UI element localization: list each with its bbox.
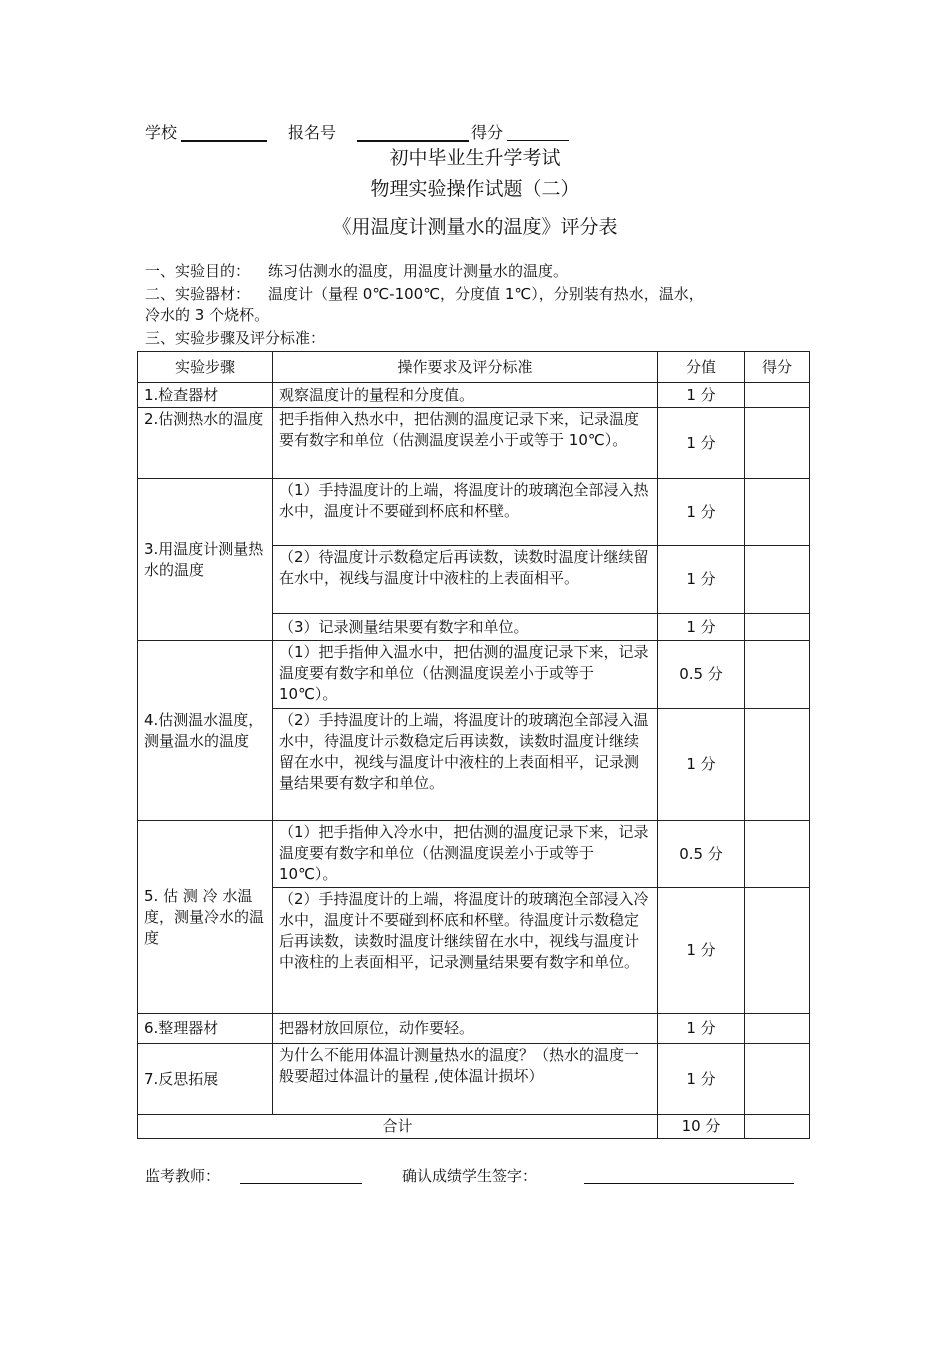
table-row [138,1014,810,1044]
header-score: 得分 [745,352,810,383]
points-cell: 1 分 [658,479,745,546]
step-cell: 1.检查器材 [138,383,273,408]
score-cell[interactable] [745,408,810,479]
points-cell: 1 分 [658,1014,745,1044]
score-cell[interactable] [745,641,810,709]
header-requirement: 操作要求及评分标准 [273,352,658,383]
exam-subtitle: 物理实验操作试题（二） [370,178,580,200]
step-cell: 2.估测热水的温度 [138,408,273,479]
points-cell: 1 分 [658,888,745,1014]
exam-title: 初中毕业生升学考试 [389,147,561,169]
purpose-text: 练习估测水的温度，用温度计测量水的温度。 [268,262,569,280]
header-points: 分值 [658,352,745,383]
score-cell[interactable] [745,821,810,888]
score-blank[interactable] [507,140,569,141]
steps-heading: 三、实验步骤及评分标准： [145,329,326,347]
score-cell[interactable] [745,479,810,546]
school-blank[interactable] [181,140,267,142]
points-cell: 1 分 [658,614,745,641]
header-step: 实验步骤 [138,352,273,383]
reg-number-label: 报名号 [288,123,337,142]
requirement-cell: （1）手持温度计的上端，将温度计的玻璃泡全部浸入热水中，温度计不要碰到杯底和杯壁。 [273,479,658,546]
table-row [138,641,810,709]
points-cell: 0.5 分 [658,821,745,888]
requirement-cell: 把手指伸入热水中，把估测的温度记录下来，记录温度要有数字和单位（估测温度误差小于或等于 10℃）。 [273,408,658,479]
step-cell: 7.反思拓展 [138,1044,273,1115]
requirement-cell: （2）手持温度计的上端，将温度计的玻璃泡全部浸入冷水中，温度计不要碰到杯底和杯壁。待温度计示数稳定后再读数，读数时温度计继续留在水中，视线与温度计中液柱的上表面相平，记录测量结果要有数字和单位。 [273,888,658,1014]
equipment-line [145,284,704,304]
equipment-label: 二、实验器材： [145,285,251,303]
score-cell[interactable] [745,383,810,408]
points-cell: 1 分 [658,408,745,479]
score-cell[interactable] [745,888,810,1014]
score-cell[interactable] [745,546,810,614]
school-label: 学校 [145,123,178,142]
score-label: 得分 [471,123,504,142]
proctor-label: 监考教师： [145,1167,221,1185]
requirement-cell: 为什么不能用体温计测量热水的温度？（热水的温度一般要超过体温计的量程 ,使体温计损坏） [273,1044,658,1115]
reg-number-blank[interactable] [357,140,469,142]
table-row [138,383,810,408]
step-cell: 6.整理器材 [138,1014,273,1044]
requirement-cell: 把器材放回原位，动作要轻。 [273,1014,658,1044]
equipment-text: 温度计（量程 0℃-100℃，分度值 1℃），分别装有热水，温水， [268,285,704,303]
scoring-table [137,351,810,1139]
score-sheet-title: 《用温度计测量水的温度》评分表 [332,216,618,238]
requirement-cell: 观察温度计的量程和分度值。 [273,383,658,408]
requirement-cell: （2）手持温度计的上端，将温度计的玻璃泡全部浸入温水中，待温度计示数稳定后再读数，读数时温度计继续留在水中，视线与温度计中液柱的上表面相平，记录测量结果要有数字和单位。 [273,709,658,821]
step-cell: 5. 估 测 冷 水温度，测量冷水的温度 [138,821,273,1014]
score-cell[interactable] [745,1044,810,1115]
step-cell: 4.估测温水温度，测量温水的温度 [138,641,273,821]
total-score-cell[interactable] [745,1115,810,1139]
requirement-cell: （3）记录测量结果要有数字和单位。 [273,614,658,641]
total-points: 10 分 [658,1115,745,1139]
requirement-cell: （2）待温度计示数稳定后再读数，读数时温度计继续留在水中，视线与温度计中液柱的上表面相平。 [273,546,658,614]
purpose-label: 一、实验目的： [145,262,251,280]
points-cell: 0.5 分 [658,641,745,709]
table-row [138,821,810,888]
table-row [138,479,810,546]
requirement-cell: （1）把手指伸入温水中，把估测的温度记录下来，记录温度要有数字和单位（估测温度误差小于或等于 10℃）。 [273,641,658,709]
table-header-row [138,352,810,383]
student-confirm-label: 确认成绩学生签字： [402,1167,538,1185]
total-label: 合计 [138,1115,658,1139]
step-cell: 3.用温度计测量热水的温度 [138,479,273,641]
table-row [138,1044,810,1115]
equipment-line-2: 冷水的 3 个烧杯。 [145,306,270,324]
total-row [138,1115,810,1139]
proctor-signature-blank[interactable] [240,1183,362,1184]
score-cell[interactable] [745,709,810,821]
purpose-line [145,261,568,281]
table-row [138,408,810,479]
score-cell[interactable] [745,1014,810,1044]
points-cell: 1 分 [658,546,745,614]
points-cell: 1 分 [658,1044,745,1115]
requirement-cell: （1）把手指伸入冷水中，把估测的温度记录下来，记录温度要有数字和单位（估测温度误差小于或等于 10℃）。 [273,821,658,888]
student-signature-blank[interactable] [584,1183,794,1184]
points-cell: 1 分 [658,383,745,408]
score-cell[interactable] [745,614,810,641]
points-cell: 1 分 [658,709,745,821]
